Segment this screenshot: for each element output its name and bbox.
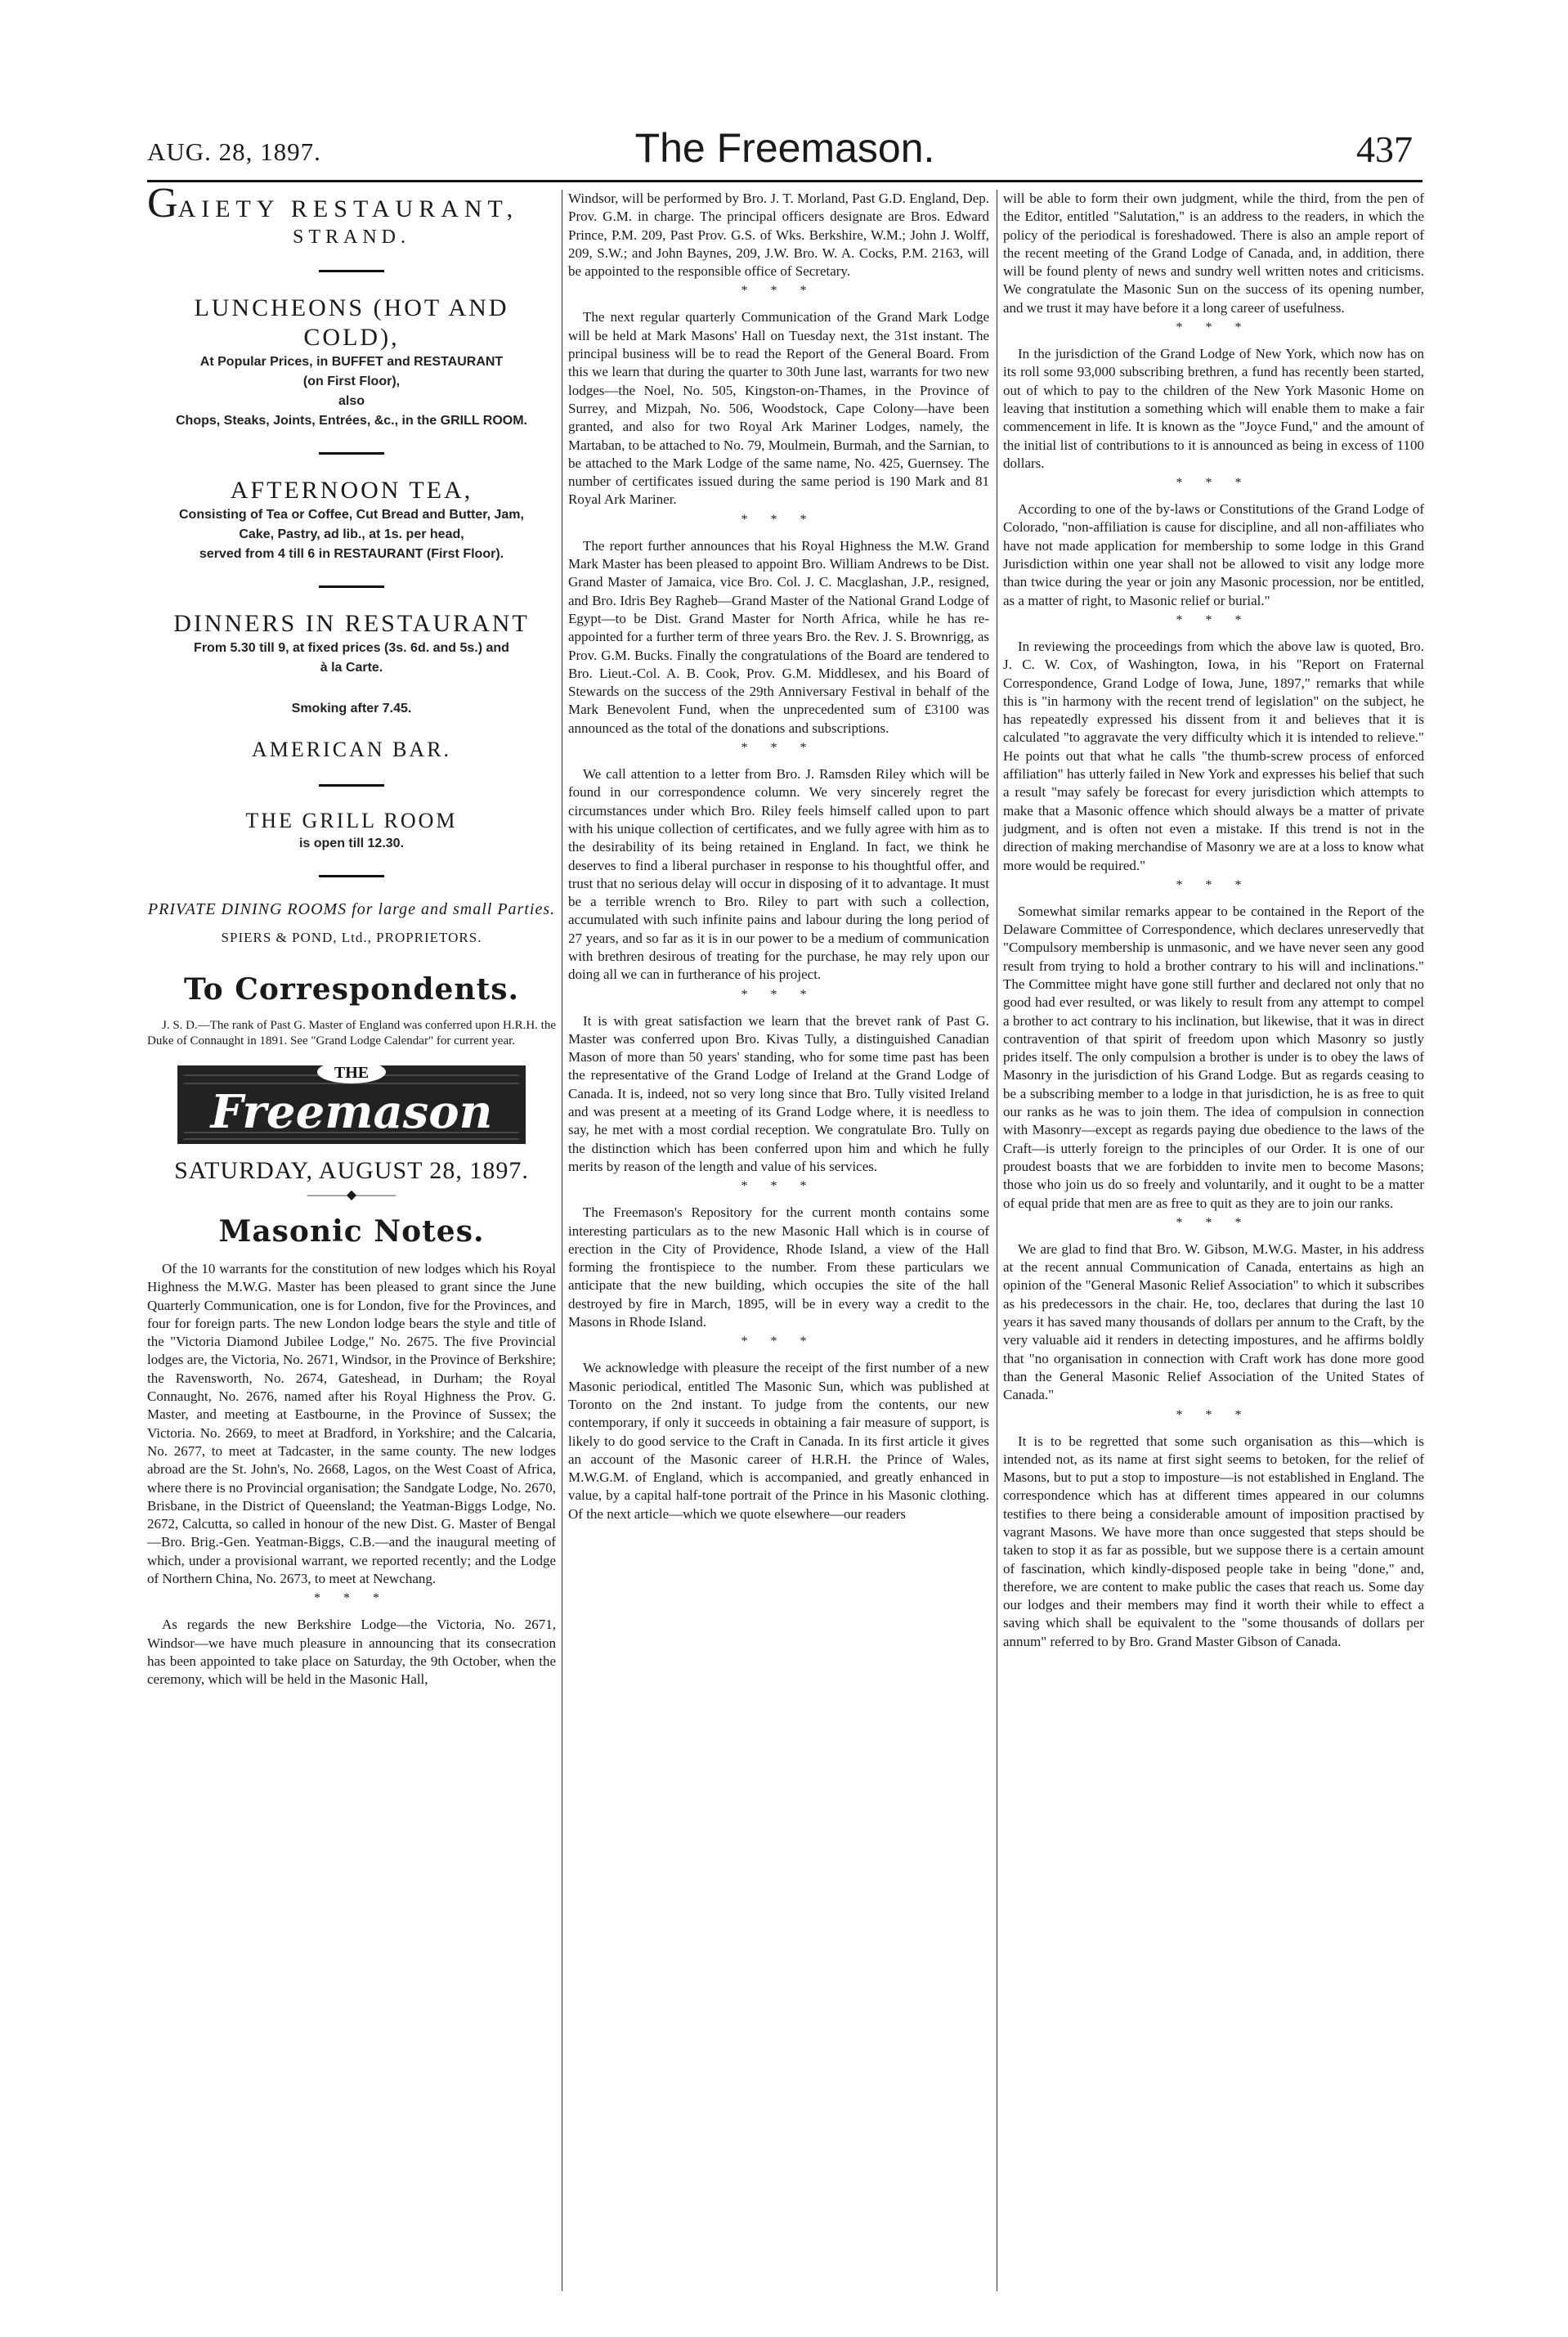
ad-grill-room: THE GRILL ROOM xyxy=(245,809,458,832)
ad-dinners-line: From 5.30 till 9, at fixed prices (3s. 6d. and 5s.) and xyxy=(194,641,509,655)
section-separator: * * * xyxy=(1176,612,1252,627)
article-paragraph: We acknowledge with pleasure the receipt of the first number of a new Masonic periodical, entitled The Masonic Sun, which was published at Toronto on the 2nd instant. To judge from the contents, our new contemporary, if only it succeeds in obtaining a fair measure of support, is likely to do good service to the Craft in Canada. In its first article it gives an account of the Masonic career of H.R.H. the Prince of Wales, M.W.G.M. of England, which is accompanied, and greatly enhanced in value, by a capital half-tone portrait of the Prince in his Masonic clothing. Of the next article—which we quote elsewhere—our readers xyxy=(568,1360,989,1522)
ad-luncheons-line: Chops, Steaks, Joints, Entrées, &c., in the GRILL ROOM. xyxy=(175,414,527,428)
ad-dinners-heading: DINNERS IN RESTAURANT xyxy=(173,610,530,637)
section-separator: * * * xyxy=(1176,476,1252,491)
correspondents-heading: To Correspondents. xyxy=(183,972,519,1007)
issue-date: AUG. 28, 1897. xyxy=(147,137,321,166)
article-paragraph: The report further announces that his Royal Highness the M.W. Grand Mark Master has been pleased to appoint Bro. William Andrews to be Dist. Grand Master of Jamaica, vice Bro. Col. J. C. Macglashan, J.P., resigned, and Bro. Idris Bey Ragheb—Grand Master of the National Grand Lodge of Egypt—to be Dist. Grand Master for North Africa, while he has re-appointed for a further term of three years Bro. the Rev. J. S. Brownrigg, as Prov. G.M. Bucks. Finally the congratulations of the Board are tendered to Bro. Lieut.-Col. A. B. Cook, Prov. G.M. Middlesex, and his Board of Stewards on the success of the 29th Anniversary Festival in behalf of the Mark Benevolent Fund, when the unprecedented sum of £3100 was announced as the total of the donations and subscriptions. xyxy=(568,537,989,736)
ad-title: GAIETY RESTAURANT, xyxy=(147,180,519,227)
ad-divider xyxy=(319,270,384,272)
section-separator: * * * xyxy=(741,987,817,1002)
ad-tea-line: served from 4 till 6 in RESTAURANT (First Floor). xyxy=(199,547,504,561)
dateline-ornament: ———◆——— xyxy=(307,1188,396,1202)
issue-dateline: SATURDAY, AUGUST 28, 1897. xyxy=(174,1157,529,1184)
section-separator: * * * xyxy=(1176,1215,1252,1230)
ad-divider xyxy=(319,585,384,588)
ad-tea-line: Consisting of Tea or Coffee, Cut Bread and Butter, Jam, xyxy=(179,508,524,522)
article-paragraph: We are glad to find that Bro. W. Gibson, M.W.G. Master, in his address at the recent annual Communication of Canada, entertains as high an opinion of the "General Masonic Relief Association" to which it subscribes as his predecessors in the chair. He, too, declares that during the last 10 years it has saved many thousands of dollars per annum to the Craft, by the very valuable aid it renders in detecting impostures, and he affirms boldly that "no organisation in connection with Craft work has done more good than the General Masonic Relief Association of the United States of Canada." xyxy=(1003,1240,1424,1403)
article-paragraph: It is to be regretted that some such organisation as this—which is intended not, as its name at first sight seems to betoken, for the relief of Masons, but to put a stop to imposture—is not established in England. The correspondence which has at different times appeared in our columns testifies to there being a considerable amount of imposition practised by vagrant Masons. We have more than once suggested that steps should be taken to stop it as far as possible, but we suppose there is a certain amount of fascination, which kindly-disposed people take in being "done," and, therefore, we are content to make public the cases that reach us. Some day our lodges and their members may find it worth their while to effect a saving which shall be equivalent to the "some thousands of dollars per annum" referred to by Bro. Grand Master Gibson of Canada. xyxy=(1003,1433,1424,1649)
ad-luncheons-line: also xyxy=(338,394,365,408)
article-paragraph: Of the 10 warrants for the constitution of new lodges which his Royal Highness the M.W.G. Master has been pleased to grant since the June Quarterly Communication, one is for London, five for the Provinces, and four for foreign parts. The new London lodge bears the style and title of the "Victoria Diamond Jubilee Lodge," No. 2675. The five Provincial lodges are, the Victoria, No. 2671, Windsor, in the Province of Berkshire; the Ravensworth, No. 2674, Gateshead, in Durham; the Royal Connaught, No. 2676, named after his Royal Highness the Prov. G. Master, and meeting at Eastbourne, in the Province of Sussex; the Victoria. No. 2669, to meet at Bradford, in Yorkshire; and the Calcaria, No. 2677, to meet at Tadcaster, in the same county. The new lodges abroad are the St. John's, No. 2668, Lagos, on the West Coast of Africa, where there is no Provincial organisation; the Sandgate Lodge, No. 2670, Brisbane, in the District of Queensland; the Yeatman-Biggs Lodge, No. 2672, Calcutta, so called in honour of the new Dist. G. Master of Bengal—Bro. Brig.-Gen. Yeatman-Biggs, C.B.—and the inaugural meeting of which, under a provisional warrant, we reported recently; and the Lodge of Northern China, No. 2673, to meet at Newchang. xyxy=(147,1261,556,1587)
ad-tea-heading: AFTERNOON TEA, xyxy=(230,477,473,504)
freemason-nameplate xyxy=(176,1059,527,1149)
correspondents-text: J. S. D.—The rank of Past G. Master of England was conferred upon H.R.H. the Duke of Connaught in 1891. See "Grand Lodge Calendar" for current year. xyxy=(147,1019,556,1047)
nameplate-the: THE xyxy=(334,1064,370,1082)
ad-grill-open: is open till 12.30. xyxy=(298,837,405,850)
ad-luncheons-line: (on First Floor), xyxy=(302,375,401,388)
article-paragraph: According to one of the by-laws or Constitutions of the Grand Lodge of Colorado, "non-affiliation is cause for discipline, and all non-affiliates who have not made application for membership to some lodge in this Grand Jurisdiction within one year shall not be allowed to visit any lodge more than twice during the year or join any Masonic procession, nor be entitled, as a matter of right, to Masonic relief or burial." xyxy=(1003,501,1424,608)
section-separator: * * * xyxy=(314,1591,389,1606)
ad-private-dining: PRIVATE DINING ROOMS for large and small Parties. xyxy=(147,900,556,918)
ad-proprietors: SPIERS & POND, Ltd., PROPRIETORS. xyxy=(221,930,482,945)
column-2 xyxy=(568,190,989,1523)
article-paragraph: It is with great satisfaction we learn that the brevet rank of Past G. Master was conferred upon Bro. Kivas Tully, a distinguished Canadian Mason of more than 50 years' standing, who for some time past has been the representative of the Grand Lodge of Ireland at the Grand Lodge of Canada. It is, indeed, not so very long since that Bro. Tully visited Ireland and was present at a meeting of its Grand Lodge where, it is needless to say, he met with a most cordial reception. We congratulate Bro. Tully on the distinction which has been conferred upon him and which he fully merits by reason of the length and value of his services. xyxy=(568,1012,989,1174)
ad-luncheons-heading: LUNCHEONS (HOT AND COLD), xyxy=(194,294,509,351)
article-paragraph: The Freemason's Repository for the current month contains some interesting particulars as to the new Masonic Hall which is in course of erection in the City of Providence, Rhode Island, a view of the Hall forming the frontispiece to the number. From these particulars we anticipate that the new building, which occupies the site of the hall destroyed by fire in March, 1895, will be in every way a credit to the Masons in Rhode Island. xyxy=(568,1204,989,1330)
article-paragraph: As regards the new Berkshire Lodge—the Victoria, No. 2671, Windsor—we have much pleasure in announcing that its consecration has been appointed to take place on Saturday, the 9th October, when the ceremony, which will be held in the Masonic Hall, xyxy=(147,1617,556,1688)
article-paragraph: We call attention to a letter from Bro. J. Ramsden Riley which will be found in our correspondence column. We very sincerely regret the circumstances under which Bro. Riley feels himself called upon to part with his unique collection of certificates, and we fully agree with him as to the desirability of its being retained in England. In fact, we think he deserves to find a liberal purchaser in response to his thoughtful offer, and trust that no serious delay will occur in disposing of it to advantage. It must be a terrible wrench to Bro. Riley to part with such a collection, accumulated with such infinite pains and labour during the long period of 27 years, and so far as it is in our power to be a medium of communication with brethren desirous of treating for the purchase, he may rely upon our doing all we can in furtherance of his project. xyxy=(568,766,989,983)
ad-luncheons-line: At Popular Prices, in BUFFET and RESTAURANT xyxy=(199,355,504,369)
section-separator: * * * xyxy=(1176,321,1252,335)
section-separator: * * * xyxy=(741,512,817,527)
column-3 xyxy=(1003,190,1424,1651)
column-1 xyxy=(147,180,556,1689)
section-separator: * * * xyxy=(1176,877,1252,892)
ad-dinners-line: à la Carte. xyxy=(320,661,383,675)
masonic-notes-heading: Masonic Notes. xyxy=(218,1214,485,1249)
ad-divider xyxy=(319,452,384,455)
section-separator: * * * xyxy=(741,1334,817,1349)
gaiety-advertisement xyxy=(147,180,556,946)
article-paragraph: The next regular quarterly Communication of the Grand Mark Lodge will be held at Mark Masons' Hall on Tuesday next, the 31st instant. The principal business will be to read the Report of the General Board. From this we learn that during the quarter to 30th June last, warrants for two new lodges—the Noel, No. 505, Kingston-on-Thames, in the Province of Surrey, and Mizpah, No. 506, Woodstock, Cape Colony—have been granted, and also for two Royal Ark Mariner Lodges, namely, the Martaban, to be attached to No. 79, Moulmein, Burmah, and the Sarnian, to be attached to the Mark Lodge of the same name, No. 425, Guernsey. The number of certificates issued during the same period is 190 Mark and 81 Royal Ark Mariner. xyxy=(568,309,989,508)
article-paragraph: In reviewing the proceedings from which the above law is quoted, Bro. J. C. W. Cox, of Washington, Iowa, in his "Report on Fraternal Correspondence, Grand Lodge of Iowa, June, 1897," remarks that while this is "in harmony with the recent trend of legislation" on the subject, he has repeatedly expressed his dissent from it and believes that it is calculated "to aggravate the very difficulty which it is intended to relieve." He points out that what he calls "the thumb-screw process of enforced affiliation" has utterly failed in New York and expresses his belief that such a result "may safely be forecast for every jurisdiction which attempts to make that a Masonic offence which should always be a matter of private judgment, and is often not even a mistake. If this trend is not in the direction of making merchandise of Masonry we are at a loss to know what more would be required." xyxy=(1003,638,1424,873)
section-separator: * * * xyxy=(741,1179,817,1194)
masthead-rule xyxy=(147,180,1422,182)
article-paragraph: Somewhat similar remarks appear to be contained in the Report of the Delaware Committee of Correspondence, which declares unreservedly that "Compulsory membership is unmasonic, and we have never seen any good result from trying to hold a brother contrary to his will and inclinations." The Committee might have gone still further and declared not only that no good had ever resulted, or was likely to result from any attempt to compel a brother to act contrary to his inclination, but likewise, that it was in direct contravention of that spirit of freedom upon which Masonry so justly prides itself. The only compulsion a brother is under is to obey the laws of Masonry in the jurisdiction of his Grand Lodge. But as regards ceasing to be a subscribing member to a lodge in that jurisdiction, he is as free to quit our ranks as he was to join them. The idea of compulsion in connection with Masonry—except as regards paying due obedience to the laws of the Craft—is utterly foreign to the principles of our Order. It is one of our proudest boasts that we are forbidden to invite men to become Masons; those who join us do so freely and voluntarily, and it ought to be a matter of equal pride that men are as free to quit as they are to join our ranks. xyxy=(1003,903,1424,1211)
ad-tea-line: Cake, Pastry, ad lib., at 1s. per head, xyxy=(239,527,464,541)
ad-divider xyxy=(319,784,384,787)
newspaper-title: The Freemason. xyxy=(634,125,935,171)
article-paragraph: Windsor, will be performed by Bro. J. T. Morland, Past G.D. England, Dep. Prov. G.M. in charge. The principal officers designate are Bros. Edward Prince, P.M. 209, Past Prov. G.S. of Wks. Berkshire, W.M.; John J. Wolff, 209, S.W.; and John Baynes, 209, J.W. Bro. W. A. Cocks, P.M. 2163, will be appointed to the responsible office of Secretary. xyxy=(568,191,989,280)
section-separator: * * * xyxy=(741,284,817,298)
section-separator: * * * xyxy=(741,741,817,756)
ad-divider xyxy=(319,875,384,877)
ad-smoking: Smoking after 7.45. xyxy=(291,702,412,715)
masthead xyxy=(147,123,1422,180)
section-separator: * * * xyxy=(1176,1407,1252,1422)
page-number: 437 xyxy=(1356,128,1413,170)
article-paragraph: In the jurisdiction of the Grand Lodge of New York, which now has on its roll some 93,000 subscribing brethren, a fund has recently been started, out of which to pay to the children of the New York Masonic Home on leaving that institution a something which will enable them to make a fair commencement in life. It is known as the "Joyce Fund," and the amount of the initial list of contributions to it is announced as being in excess of 1100 dollars. xyxy=(1003,346,1424,471)
nameplate-name: Freemason xyxy=(210,1085,493,1139)
ad-american-bar: AMERICAN BAR. xyxy=(251,738,452,761)
ad-location: STRAND. xyxy=(292,227,410,248)
article-paragraph: will be able to form their own judgment, while the third, from the pen of the Editor, entitled "Salutation," is an address to the readers, in which the policy of the periodical is foreshadowed. There is also an ample report of the recent meeting of the Grand Lodge of Canada, and, in addition, there will be found plenty of news and sundry well written notes and criticisms. We congratulate the Masonic Sun on the success of its opening number, and we trust it may have before it a long career of usefulness. xyxy=(1003,191,1424,316)
